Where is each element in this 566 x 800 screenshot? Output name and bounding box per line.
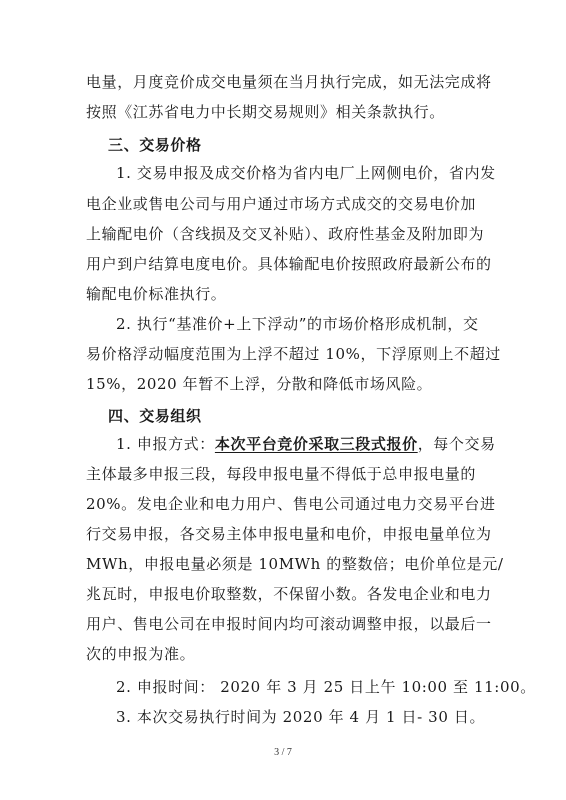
paragraph-line: 行交易申报，各交易主体申报电量和电价，申报电量单位为 [86, 525, 492, 543]
paragraph-line: 易价格浮动幅度范围为上浮不超过 10%，下浮原则上不超过 [86, 345, 501, 363]
paragraph-line: 电企业或售电公司与用户通过市场方式成交的交易电价加 [86, 195, 477, 213]
paragraph-line: 上输配电价（含线损及交叉补贴）、政府性基金及附加即为 [86, 225, 485, 243]
paragraph-line [116, 434, 496, 454]
paragraph-line: 用户到户结算电度电价。具体输配电价按照政府最新公布的 [86, 255, 492, 273]
page-number: 3 / 7 [274, 747, 292, 758]
paragraph-line: 主体最多申报三段，每段申报电量不得低于总申报电量的 [86, 465, 477, 483]
section-heading: 四、交易组织 [108, 407, 202, 425]
emphasis-text: 本次平台竞价采取三段式报价 [214, 435, 418, 453]
paragraph-line: 2. 申报时间： 2020 年 3 月 25 日上午 10:00 至 11:00。 [116, 678, 536, 696]
paragraph-line: 电量，月度竞价成交电量须在当月执行完成，如无法完成将 [86, 73, 492, 91]
paragraph-line: 用户、售电公司在申报时间内均可滚动调整申报，以最后一 [86, 615, 492, 633]
item-label: 1. 申报方式： [116, 435, 215, 453]
paragraph-line: 2. 执行“基准价+上下浮动”的市场价格形成机制，交 [116, 315, 479, 333]
paragraph-line: 20%。发电企业和电力用户、售电公司通过电力交易平台进 [86, 495, 496, 513]
paragraph-line: 15%，2020 年暂不上浮，分散和降低市场风险。 [86, 375, 433, 393]
paragraph-line: 1. 交易申报及成交价格为省内电厂上网侧电价，省内发 [116, 164, 496, 182]
item-text: ，每个交易 [417, 435, 496, 453]
paragraph-line: 次的申报为准。 [86, 645, 196, 663]
paragraph-line: 输配电价标准执行。 [86, 285, 227, 303]
paragraph-line: 兆瓦时，申报电价取整数，不保留小数。各发电企业和电力 [86, 585, 492, 603]
section-heading: 三、交易价格 [108, 136, 202, 154]
paragraph-line: 按照《江苏省电力中长期交易规则》相关条款执行。 [86, 103, 445, 121]
paragraph-line: 3. 本次交易执行时间为 2020 年 4 月 1 日- 30 日。 [116, 708, 486, 726]
paragraph-line: MWh，申报电量必须是 10MWh 的整数倍；电价单位是元/ [86, 555, 504, 573]
